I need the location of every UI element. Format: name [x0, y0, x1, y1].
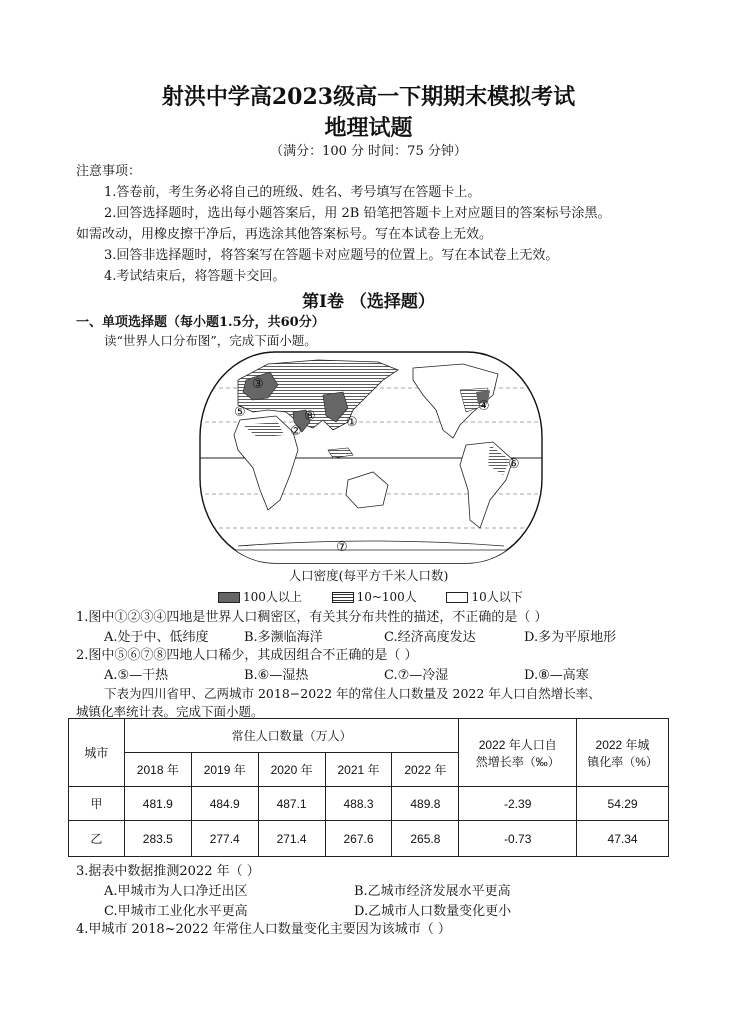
legend-label: 10~100人 [356, 590, 417, 604]
section-intro: 读“世界人口分布图”，完成下面小题。 [104, 333, 317, 348]
map-label-1: ① [346, 415, 358, 430]
table-header-year: 2020 年 [258, 753, 325, 787]
question-option: A.甲城市为人口净迁出区 [104, 884, 248, 899]
table-cell: 54.29 [577, 787, 669, 821]
map-label-2: ② [290, 424, 302, 439]
map-label-6: ⑥ [508, 457, 520, 472]
section-title: 一、单项选择题（每小题1.5分，共60分） [76, 315, 325, 330]
question-option: C.甲城市工业化水平更高 [104, 904, 248, 919]
exam-meta: （满分：100 分 时间：75 分钟） [270, 144, 467, 159]
subject-title: 地理试题 [324, 115, 413, 141]
table-cell: 47.34 [577, 821, 669, 857]
question-option: C.经济高度发达 [384, 630, 476, 645]
antarctica-landmass [198, 550, 544, 565]
map-label-5: ⑤ [234, 405, 246, 420]
table-cell: 283.5 [124, 821, 191, 857]
notice-heading: 注意事项： [76, 164, 142, 179]
table-header-year: 2019 年 [191, 753, 258, 787]
table-cell: 481.9 [124, 787, 191, 821]
notice-item: 如需改动，用橡皮擦干净后，再选涂其他答案标号。写在本试卷上无效。 [76, 227, 493, 242]
legend-label: 10人以下 [471, 590, 523, 604]
question-4-stem: 4.甲城市 2018~2022 年常住人口数量变化主要因为该城市（ ） [76, 922, 451, 937]
table-header-year: 2018 年 [124, 753, 191, 787]
population-table [68, 718, 669, 857]
question-1-stem: 1.图中①②③④四地是世界人口稠密区，有关其分布共性的描述，不正确的是（ ） [76, 610, 548, 625]
table-cell: 277.4 [191, 821, 258, 857]
table-cell: 488.3 [325, 787, 392, 821]
question-3-stem: 3.据表中数据推测2022 年（ ） [76, 864, 260, 879]
table-cell: 265.8 [392, 821, 459, 857]
question-option: D.乙城市人口数量变化更小 [354, 904, 512, 919]
table-cell: 484.9 [191, 787, 258, 821]
question-option: A.⑤—干热 [104, 668, 169, 683]
question-option: D.⑧—高寒 [524, 668, 589, 683]
question-option: A.处于中、低纬度 [104, 630, 209, 645]
world-population-map [198, 350, 544, 565]
map-caption: 人口密度(每平方千米人口数) [288, 568, 449, 583]
map-label-8: ⑧ [304, 409, 316, 424]
page-title: 射洪中学高2023级高一下期期末模拟考试 [161, 84, 576, 110]
table-header-urbanization: 2022 年城 镇化率（%） [577, 719, 669, 787]
table-row [69, 787, 669, 821]
notice-item: 3.回答非选择题时，将答案写在答题卡对应题号的位置上。写在本试卷上无效。 [104, 248, 559, 263]
legend-label: 100人以上 [243, 590, 302, 604]
table-cell: 267.6 [325, 821, 392, 857]
question-option: C.⑦—冷湿 [384, 668, 449, 683]
table-intro: 下表为四川省甲、乙两城市 2018−2022 年的常住人口数量及 2022 年人口自然增长率、 [104, 686, 601, 701]
notice-item: 2.回答选择题时，选出每小题答案后，用 2B 铅笔把答题卡上对应题目的答案标号涂黑。 [104, 206, 611, 221]
table-header-year: 2021 年 [325, 753, 392, 787]
question-option: D.多为平原地形 [524, 630, 617, 645]
question-option: B.⑥—湿热 [244, 668, 309, 683]
map-label-7: ⑦ [336, 540, 348, 555]
table-intro-cont: 城镇化率统计表。完成下面小题。 [76, 704, 264, 719]
table-cell: -0.73 [459, 821, 577, 857]
table-cell: 甲 [69, 787, 125, 821]
map-label-4: ④ [478, 399, 490, 414]
question-2-stem: 2.图中⑤⑥⑦⑧四地人口稀少，其成因组合不正确的是（ ） [76, 648, 418, 663]
map-legend [218, 588, 523, 605]
table-header-population: 常住人口数量（万人） [124, 719, 458, 753]
map-label-3: ③ [252, 377, 264, 392]
table-cell: 487.1 [258, 787, 325, 821]
legend-swatch-dense [218, 592, 240, 603]
table-cell: 乙 [69, 821, 125, 857]
table-header-year: 2022 年 [392, 753, 459, 787]
volume-title: 第Ⅰ卷 （选择题） [302, 292, 435, 312]
table-cell: 489.8 [392, 787, 459, 821]
legend-swatch-sparse [446, 592, 468, 603]
legend-swatch-medium [332, 592, 354, 603]
table-row [69, 821, 669, 857]
table-header-city: 城市 [69, 719, 125, 787]
table-header-growth: 2022 年人口自 然增长率（‰） [459, 719, 577, 787]
notice-item: 4.考试结束后，将答题卡交回。 [104, 269, 286, 284]
notice-item: 1.答卷前，考生务必将自己的班级、姓名、考号填写在答题卡上。 [104, 185, 481, 200]
table-cell: 271.4 [258, 821, 325, 857]
question-option: B.多濒临海洋 [244, 630, 323, 645]
table-cell: -2.39 [459, 787, 577, 821]
question-option: B.乙城市经济发展水平更高 [354, 884, 511, 899]
